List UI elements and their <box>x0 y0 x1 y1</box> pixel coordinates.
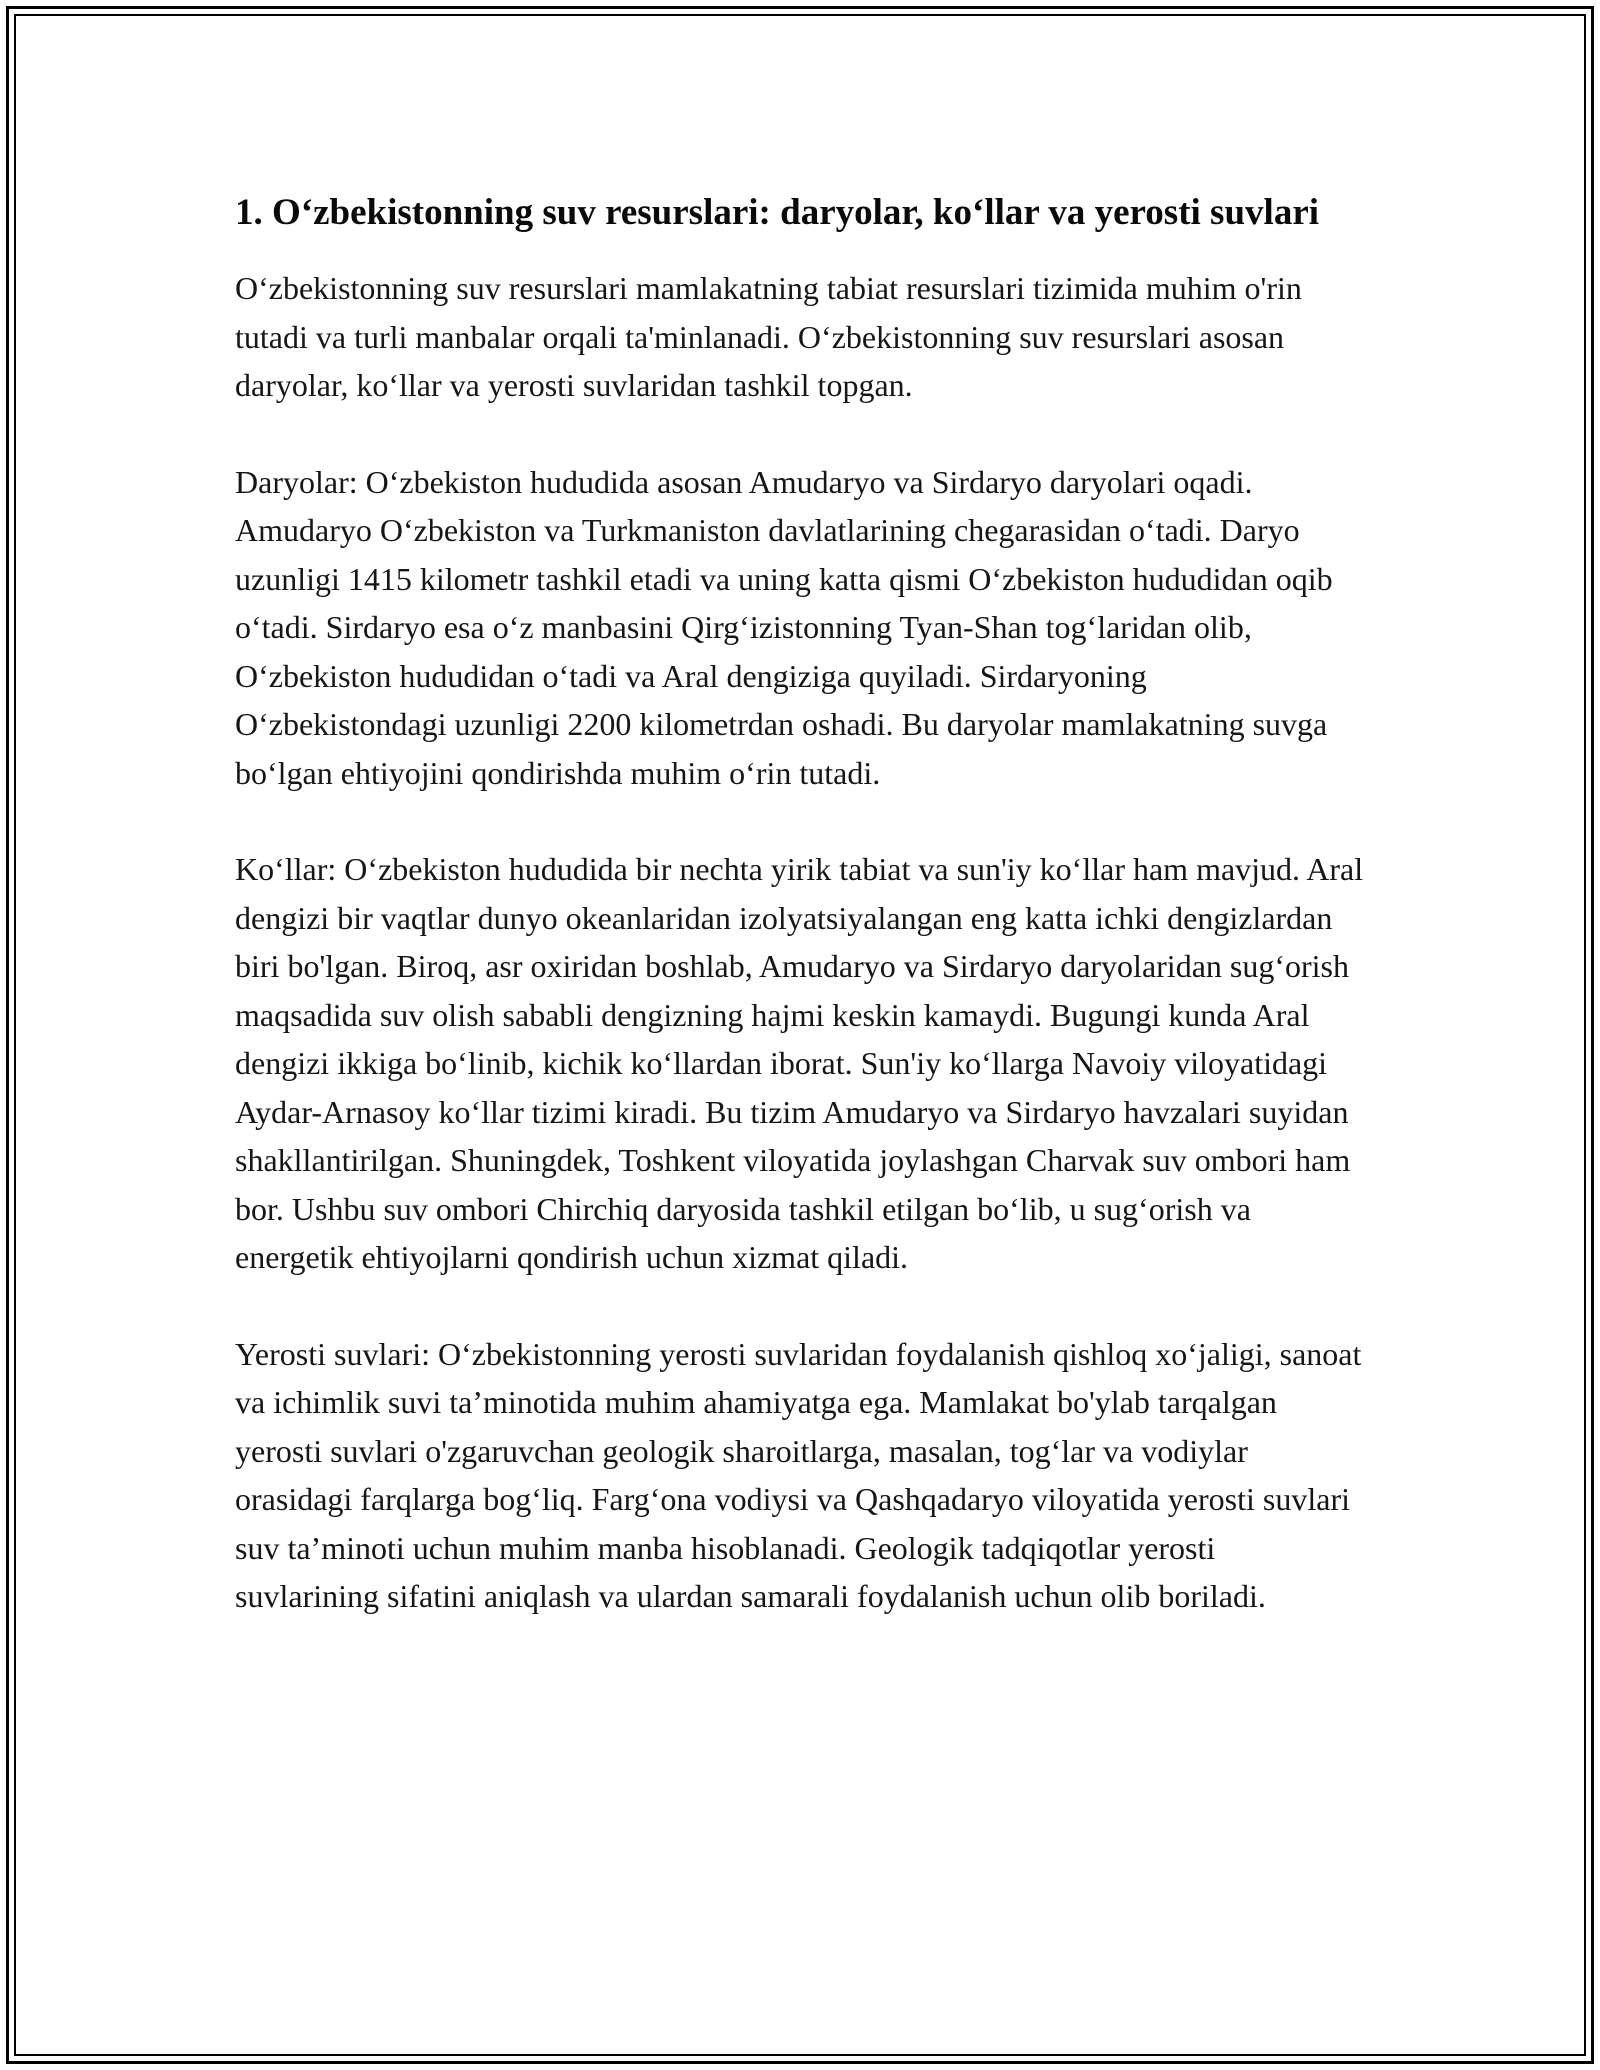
groundwater-paragraph: Yerosti suvlari: O‘zbekistonning yerosti suvlaridan foydalanish qishloq xo‘jaligi, sanoat va ichimlik suvi ta’minotida muhim ahamiyatga ega. Mamlakat bo'ylab tarqalgan yerosti suvlari o'zgaruvchan geologik sharoitlarga, masalan, tog‘lar va vodiylar orasidagi farqlarga bog‘liq. Farg‘ona vodiysi va Qashqadaryo viloyatida yerosti suvlari suv ta’minoti uchun muhim manba hisoblanadi. Geologik tadqiqotlar yerosti suvlarining sifatini aniqlash va ulardan samarali foydalanish uchun olib boriladi. <box>235 1335 1362 1614</box>
intro-paragraph: O‘zbekistonning suv resurslari mamlakatning tabiat resurslari tizimida muhim o'rin tutadi va turli manbalar orqali ta'minlanadi. O‘zbekistonning suv resurslari asosan daryolar, ko‘llar va yerosti suvlaridan tashkil topgan. <box>235 270 1302 403</box>
lakes-paragraph: Ko‘llar: O‘zbekiston hududida bir nechta yirik tabiat va sun'iy ko‘llar ham mavjud. Aral dengizi bir vaqtlar dunyo okeanlaridan izolyatsiyalangan eng katta ichki dengizlardan biri bo'lgan. Biroq, asr oxiridan boshlab, Amudaryo va Sirdaryo daryolaridan sug‘orish maqsadida suv olish sababli dengizning hajmi keskin kamaydi. Bugungi kunda Aral dengizi ikkiga bo‘linib, kichik ko‘llardan iborat. Sun'iy ko‘llarga Navoiy viloyatidagi Aydar-Arnasoy ko‘llar tizimi kiradi. Bu tizim Amudaryo va Sirdaryo havzalari suyidan shakllantirilgan. Shuningdek, Toshkent viloyatida joylashgan Charvak suv ombori ham bor. Ushbu suv ombori Chirchiq daryosida tashkil etilgan bo‘lib, u sug‘orish va energetik ehtiyojlarni qondirish uchun xizmat qiladi. <box>235 851 1364 1275</box>
document-body <box>235 186 1365 1669</box>
section-heading: 1. O‘zbekistonning suv resurslari: daryolar, ko‘llar va yerosti suvlari <box>235 192 1320 233</box>
rivers-paragraph: Daryolar: O‘zbekiston hududida asosan Amudaryo va Sirdaryo daryolari oqadi. Amudaryo O‘zbekiston va Turkmaniston davlatlarining chegarasidan o‘tadi. Daryo uzunligi 1415 kilometr tashkil etadi va uning katta qismi O‘zbekiston hududidan oqib o‘tadi. Sirdaryo esa o‘z manbasini Qirg‘izistonning Tyan-Shan tog‘laridan olib, O‘zbekiston hududidan o‘tadi va Aral dengiziga quyiladi. Sirdaryoning O‘zbekistondagi uzunligi 2200 kilometrdan oshadi. Bu daryolar mamlakatning suvga bo‘lgan ehtiyojini qondirishda muhim o‘rin tutadi. <box>235 463 1333 791</box>
